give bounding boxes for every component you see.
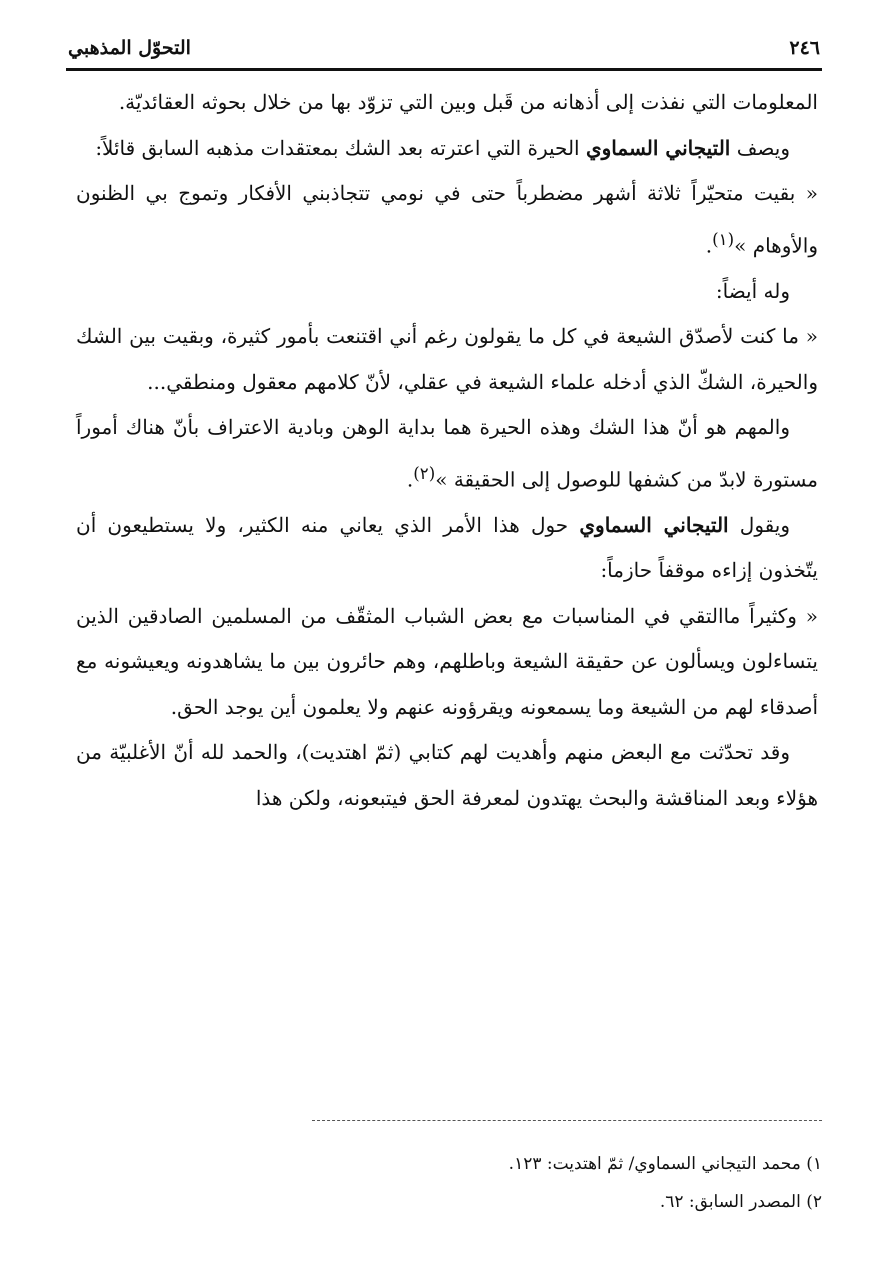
paragraph-1: المعلومات التي نفذت إلى أذهانه من قَبل وبين التي تزوّد بها من خلال بحوثه العقائديّة. <box>118 90 818 114</box>
page-header <box>68 30 820 66</box>
author-name: التيجاني السماوي <box>579 512 729 537</box>
header-rule <box>66 68 822 71</box>
quote-2: « ما كنت لأصدّق الشيعة في كل ما يقولون رغم أني اقتنعت بأمور كثيرة، وبقيت بين الشك والحيرة، الشكّ الذي أدخله علماء الشيعة في عقلي، لأنّ كلامهم معقول ومنطقي... <box>76 324 818 394</box>
footnote-ref-1: (١) <box>712 229 735 249</box>
footnote-divider <box>312 1120 822 1121</box>
footnote-1: ١) محمد التيجاني السماوي/ ثمّ اهتديت: ١٢٣. <box>508 1154 822 1174</box>
running-title: التحوّل المذهبي <box>68 37 191 59</box>
footnotes <box>312 1145 822 1221</box>
footnote-2: ٢) المصدر السابق: ٦٢. <box>659 1192 822 1212</box>
quote-3: « وكثيراً ماالتقي في المناسبات مع بعض الشباب المثقّف من المسلمين الصادقين الذين يتساءلون ويسألون عن حقيقة الشيعة وباطلهم، وهم حائرون بين ما يشاهدونه ويعيشونه مع أصدقاء لهم من الشيعة وما يسمعونه ويقرؤونه عنهم ولا يعلمون أين يوجد الحق. <box>76 603 818 719</box>
quote-1: « بقيت متحيّراً ثلاثة أشهر مضطرباً حتى في نومي تتجاذبني الأفكار وتموج بي الظنون والأوهام »$^{(١)}$. <box>76 181 818 258</box>
footnote-ref-2: (٢) <box>413 463 436 483</box>
main-text <box>76 80 818 821</box>
paragraph-7: ويقول التيجاني السماوي حول هذا الأمر الذي يعاني منه الكثير، ولا يستطيعون أن يتّخذون إزاءه موقفاً حازماً: <box>76 512 818 583</box>
paragraph-2: ويصف التيجاني السماوي الحيرة التي اعترته بعد الشك بمعتقدات مذهبه السابق قائلاً: <box>95 135 790 160</box>
quote-3-continued: وقد تحدّثت مع البعض منهم وأهديت لهم كتابي (ثمّ اهتديت)، والحمد لله أنّ الأغلبيّة من هؤلاء وبعد المناقشة والبحث يهتدون لمعرفة الحق فيتبعونه، ولكن هذا <box>76 740 818 810</box>
quote-2-continued: والمهم هو أنّ هذا الشك وهذه الحيرة هما بداية الوهن وبادية الاعتراف بأنّ هناك أموراً مستورة لابدّ من كشفها للوصول إلى الحقيقة »$^{(٢)}$. <box>76 415 818 492</box>
paragraph-4: وله أيضاً: <box>715 278 790 303</box>
page-number: ٢٤٦ <box>789 37 820 59</box>
author-name: التيجاني السماوي <box>585 135 731 160</box>
